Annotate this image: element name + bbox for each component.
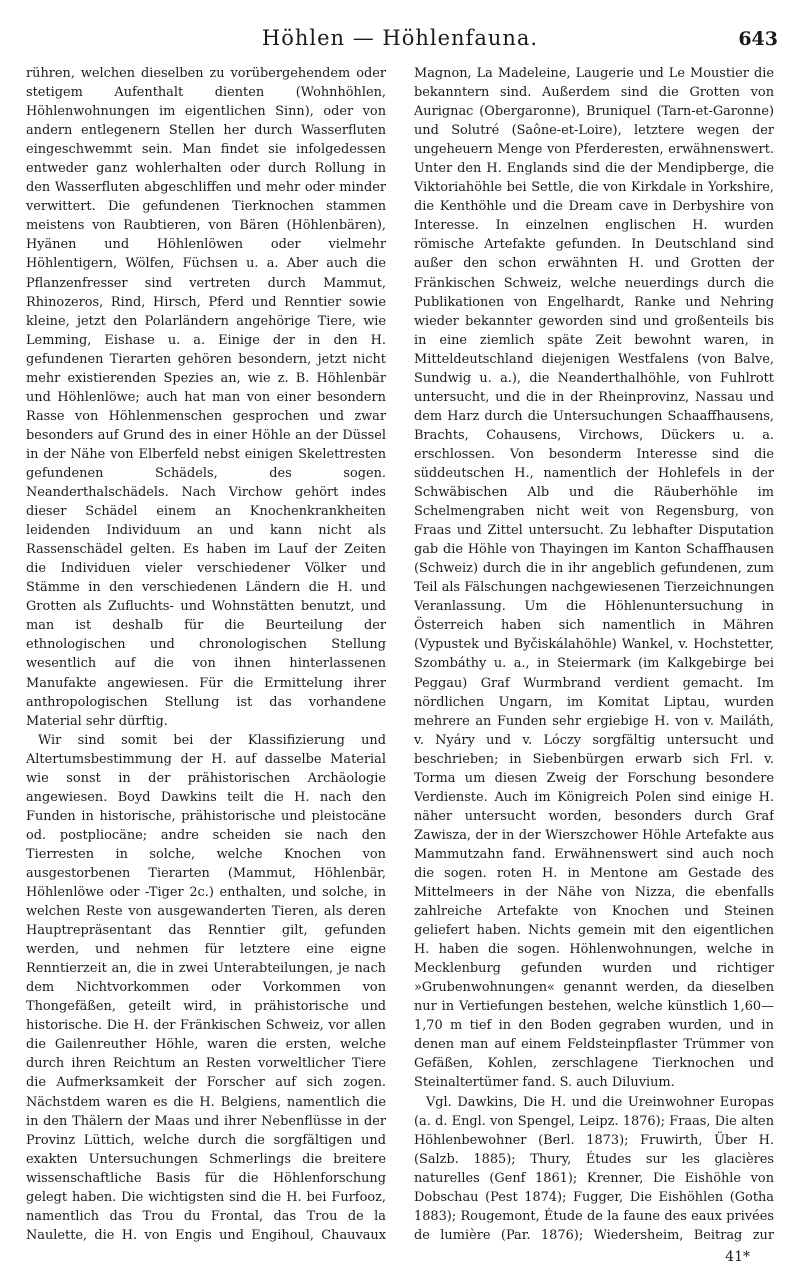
paragraph: rühren, welchen dieselben zu vorübergehendem oder stetigem Aufenthalt dienten (Wohnhöhlen, Höhlenwohnungen im eigentlichen Sinn), oder von andern entlegenern Stellen her durch Wasserfluten eingeschwemmt sein. Man findet sie infolgedessen entweder ganz wohlerhalten oder durch Rollung in den Wasserfluten abgeschliffen und mehr oder minder verwittert. Die gefundenen Tierknochen stammen meistens von Raubtieren, von Bären (Höhlenbären), Hyänen und Höhlenlöwen oder vielmehr Höhlentigern, Wölfen, Füchsen u. a. Aber auch die Pflanzenfresser sind vertreten durch Mammut, Rhinozeros, Rind, Hirsch, Pferd und Renntier sowie kleine, jetzt den Polarländern angehörige Tiere, wie Lemming, Eishase u. a. Einige der in den H. gefundenen Tierarten gehören besondern, jetzt nicht mehr existierenden Spezies an, wie z. B. Höhlenbär und Höhlenlöwe; auch hat man von einer besondern Rasse von Höhlenmenschen gesprochen und zwar besonders auf Grund des in einer Höhle an der Düssel in der Nähe von Elberfeld nebst einigen Skelettresten gefundenen Schädels, des sogen. Neanderthalschädels. Nach Virchow gehört indes dieser Schädel einem an Knochenkrankheiten leidenden Individuum an und kann nicht als Rassenschädel gelten. Es haben im Lauf der Zeiten die Individuen vieler verschiedener Völker und Stämme in den verschiedenen Ländern die H. und Grotten als Zufluchts- und Wohnstätten benutzt, und man ist deshalb für die Beurteilung der ethnologischen und chronologischen Stellung wesentlich auf die von ihnen hinterlassenen Manufakte angewiesen. Für die Ermittelung ihrer anthropologischen Stellung ist das vorhandene Material sehr dürftig. [26,66,386,729]
paragraph: Magnon, La Madeleine, Laugerie und Le Moustier die bekanntern sind. Außerdem sind die Grotten von Aurignac (Obergaronne), Bruniquel (Tarn-et-Garonne) und Solutré (Saône-et-Loire), letztere wegen der ungeheuern Menge von Pferderesten, erwähnenswert. Unter den H. Englands sind die der Mendipberge, die Viktoriahöhle bei Settle, die von Kirkdale in Yorkshire, die Kenthöhle und die Dream cave in Derbyshire von Interesse. In einzelnen englischen H. wurden römische Artefakte gefunden. In Deutschland sind außer den schon erwähnten H. und Grotten der Fränkischen Schweiz, welche neuerdings durch die Publikationen von Engelhardt, Ranke und Nehring wieder bekannter geworden sind und großenteils bis in eine ziemlich späte Zeit bewohnt waren, in Mitteldeutschland diejenigen Westfalens (von Balve, Sundwig u. a.), die Neanderthalhöhle, von Fuhlrott untersucht, und die in der Rheinprovinz, Nassau und dem Harz durch die Untersuchungen Schaaffhausens, Brachts, Cohausens, Virchows, Dückers u. a. erschlossen. Von besonderm Interesse sind die süddeutschen H., namentlich der Hohlefels in der Schwäbischen Alb und die Räuberhöhle im Schelmengraben nicht weit von Regensburg, von Fraas und Zittel untersucht. Zu lebhafter Disputation gab die Höhle von Thayingen im Kanton Schaffhausen (Schweiz) durch die in ihr angeblich gefundenen, zum Teil als Fälschungen nachgewiesenen Tierzeichnungen Veranlassung. Um die Höhlenuntersuchung in Österreich haben sich namentlich in Mähren (Vypustek und Byčiskálahöhle) Wankel, v. Hochstetter, Szombáthy u. a., in Steiermark (im Kalkgebirge bei Peggau) Graf Wurmbrand verdient gemacht. Im nördlichen Ungarn, im Komitat Liptau, wurden mehrere an Funden sehr ergiebige H. von v. Mailáth, v. Nyáry und v. Lóczy sorgfältig untersucht und beschrieben; in Siebenbürgen erwarb sich Frl. v. Torma um diesen Zweig der Forschung besondere Verdienste. Auch im Königreich Polen sind einige H. näher untersucht worden, besonders durch Graf Zawisza, der in der Wierszchower Höhle Artefakte aus Mammutzahn fand. Erwähnenswert sind auch noch die sogen. roten H. in Mentone am Gestade des Mittelmeers in der Nähe von Nizza, die ebenfalls zahlreiche Artefakte von Knochen und Steinen geliefert haben. Nichts gemein mit den eigentlichen H. haben die sogen. Höhlenwohnungen, welche in Mecklenburg gefunden wurden und richtiger »Grubenwohnungen« genannt werden, da dieselben nur in Vertiefungen bestehen, welche künstlich 1,60—1,70 m tief in den Boden gegraben wurden, und in denen man auf einem Feldsteinpflaster Trümmer von Gefäßen, Kohlen, zerschlagene Tierknochen und Steinaltertümer fand. S. auch Diluvium. [414,66,774,1091]
running-head-title: Höhlen — Höhlenfauna. [261,26,539,50]
signature-mark: 41* [725,1249,750,1265]
right-text-column [414,64,774,1244]
left-text-column [26,64,386,1244]
running-head [0,22,800,56]
bibliography-paragraph: Vgl. Dawkins, Die H. und die Ureinwohner Europas (a. d. Engl. von Spengel, Leipz. 1876); Fraas, Die alten Höhlenbewohner (Berl. 1873); Fruwirth, Über H. (Salzb. 1885); Thury, Études sur les glacières naturelles (Genf 1861); Krenner, Die Eishöhle von Dobschau (Pest 1874); Fugger, Die Eishöhlen (Gotha 1883); Rougemont, Étude de la faune des eaux privées de lumière (Par. 1876); Wiedersheim, Beitrag zur [414,1094,774,1243]
paragraph: Wir sind somit bei der Klassifizierung und Altertumsbestimmung der H. auf dasselbe Material wie sonst in der prähistorischen Archäologie angewiesen. Boyd Dawkins teilt die H. nach den Funden in historische, prähistorische und pleistocäne od. postpliocäne; andre scheiden sie nach den Tierresten in solche, welche Knochen von ausgestorbenen Tierarten (Mammut, Höhlenbär, Höhlenlöwe oder -Tiger 2c.) enthalten, und solche, in welchen Reste von ausgewanderten Tieren, als deren Hauptrepräsentant das Renntier gilt, gefunden werden, und nehmen für letztere eine eigne Renntierzeit an, die in zwei Unterabteilungen, je nach dem Nichtvorkommen oder Vorkommen von Thongefäßen, geteilt wird, in prähistorische und historische. Die H. der Fränkischen Schweiz, vor allen die Gailenreuther Höhle, waren die ersten, welche durch ihren Reichtum an Resten vorweltlicher Tiere die Aufmerksamkeit der Forscher auf sich zogen. Nächstdem waren es die H. Belgiens, namentlich die in den Thälern der Maas und ihrer Nebenflüsse in der Provinz Lüttich, welche durch die sorgfältigen und exakten Untersuchungen Schmerlings die breitere wissenschaftliche Basis für die Höhlenforschung gelegt haben. Die wichtigsten sind die H. bei Furfooz, namentlich das Trou du Frontal, das Trou de la Naulette, die H. von Engis und Engihoul, Chauvaux [26,732,386,1243]
page-number: 643 [738,28,778,50]
